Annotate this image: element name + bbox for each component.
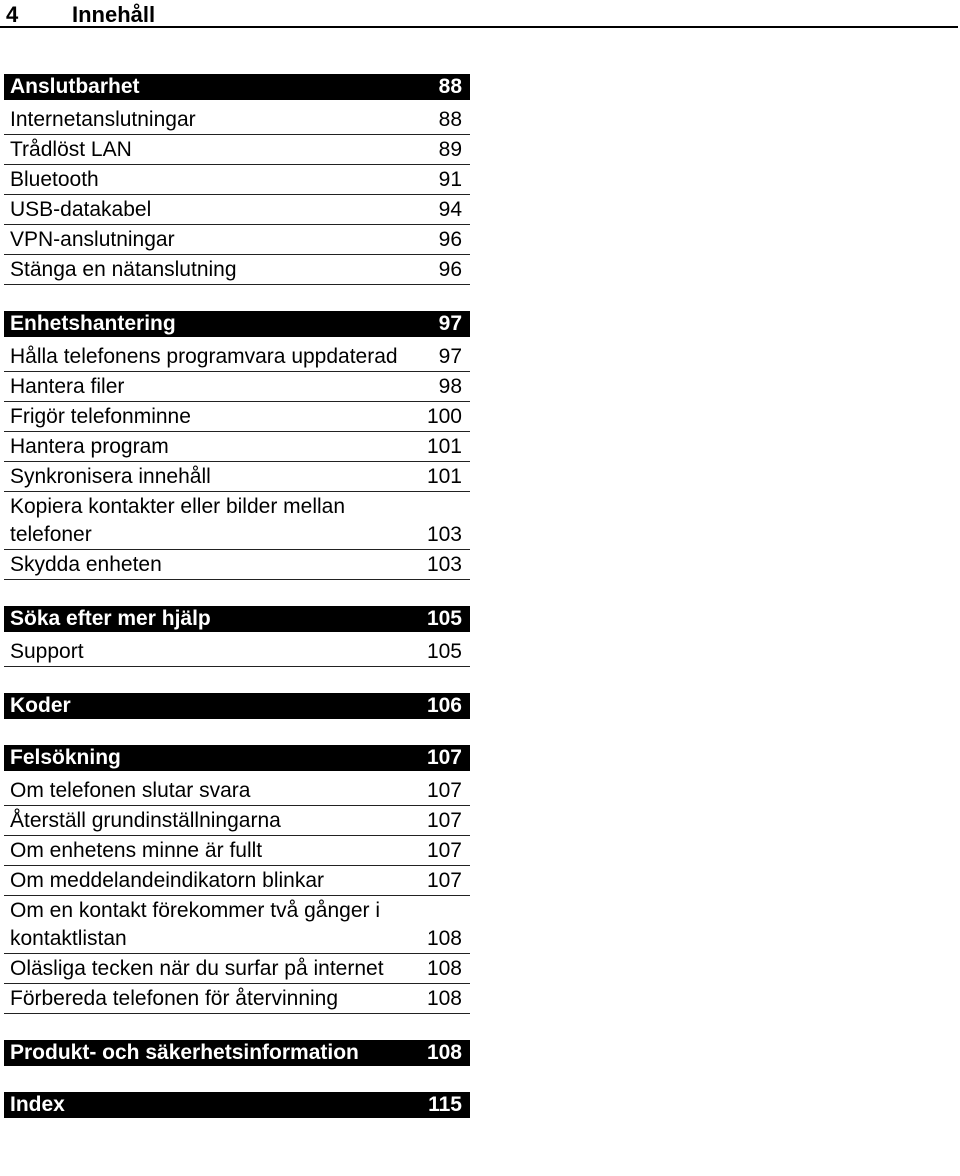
section-heading[interactable] xyxy=(4,745,470,771)
entry-page-number: 88 xyxy=(438,108,462,131)
entry-page-number: 103 xyxy=(426,523,462,546)
page-title: Innehåll xyxy=(72,2,156,27)
section-page-number: 88 xyxy=(438,75,462,98)
section-page-number: 97 xyxy=(438,312,462,335)
toc-entry[interactable] xyxy=(4,106,470,135)
entry-page-number: 89 xyxy=(438,138,462,161)
toc-entry[interactable] xyxy=(4,493,470,550)
entry-label: Återställ grundinställningarna xyxy=(10,809,281,832)
entry-label: Trådlöst LAN xyxy=(10,138,132,161)
section-page-number: 106 xyxy=(426,694,462,717)
toc-entry[interactable] xyxy=(4,463,470,492)
section-page-number: 105 xyxy=(426,607,462,630)
entry-page-number: 108 xyxy=(426,987,462,1010)
toc-entry[interactable] xyxy=(4,196,470,225)
entry-label: Frigör telefonminne xyxy=(10,405,191,428)
entry-page-number: 108 xyxy=(426,957,462,980)
toc-entry[interactable] xyxy=(4,373,470,402)
section-title: Söka efter mer hjälp xyxy=(10,607,211,630)
toc-entry[interactable] xyxy=(4,256,470,285)
entry-label: Internetanslutningar xyxy=(10,108,196,131)
entry-label: Stänga en nätanslutning xyxy=(10,258,237,281)
section-title: Enhetshantering xyxy=(10,312,176,335)
entry-label: Skydda enheten xyxy=(10,553,162,576)
section-heading[interactable] xyxy=(4,74,470,100)
entry-label: Synkronisera innehåll xyxy=(10,465,211,488)
toc-entry[interactable] xyxy=(4,433,470,462)
entry-page-number: 105 xyxy=(426,640,462,663)
toc-entry[interactable] xyxy=(4,551,470,580)
toc-entry[interactable] xyxy=(4,837,470,866)
section-heading[interactable] xyxy=(4,1040,470,1066)
section-heading[interactable] xyxy=(4,311,470,337)
entry-page-number: 96 xyxy=(438,258,462,281)
section-title: Felsökning xyxy=(10,746,121,769)
entry-page-number: 98 xyxy=(438,375,462,398)
section-page-number: 108 xyxy=(426,1041,462,1064)
entry-label: Support xyxy=(10,640,84,663)
section-page-number: 107 xyxy=(426,746,462,769)
entry-page-number: 97 xyxy=(438,345,462,368)
toc-section xyxy=(4,1092,470,1118)
section-heading[interactable] xyxy=(4,606,470,632)
section-title: Produkt- och säkerhetsinformation xyxy=(10,1041,359,1064)
entry-label: Kopiera kontakter eller bilder mellan telefoner xyxy=(10,495,346,546)
toc-section xyxy=(4,745,470,1014)
toc-entry[interactable] xyxy=(4,897,470,954)
entry-label: Om en kontakt förekommer två gånger i kontaktlistan xyxy=(10,899,380,950)
entry-page-number: 107 xyxy=(426,809,462,832)
entry-label: Om meddelandeindikatorn blinkar xyxy=(10,869,325,892)
chapter-number: 4 xyxy=(6,2,19,27)
page-header xyxy=(0,0,958,28)
entry-label: Oläsliga tecken när du surfar på internet xyxy=(10,957,384,980)
toc-section xyxy=(4,1040,470,1066)
entry-page-number: 91 xyxy=(438,168,462,191)
toc-entry[interactable] xyxy=(4,807,470,836)
toc-entry[interactable] xyxy=(4,136,470,165)
entry-page-number: 103 xyxy=(426,553,462,576)
entry-label: Om telefonen slutar svara xyxy=(10,779,251,802)
entry-label: Hantera filer xyxy=(10,375,125,398)
entry-page-number: 101 xyxy=(426,435,462,458)
toc-entry[interactable] xyxy=(4,777,470,806)
entry-label: Hantera program xyxy=(10,435,169,458)
entry-page-number: 107 xyxy=(426,869,462,892)
section-heading[interactable] xyxy=(4,1092,470,1118)
toc-section xyxy=(4,74,470,285)
section-title: Koder xyxy=(10,694,71,717)
entry-page-number: 101 xyxy=(426,465,462,488)
toc-entry[interactable] xyxy=(4,638,470,667)
toc-entry[interactable] xyxy=(4,985,470,1014)
toc-entry[interactable] xyxy=(4,403,470,432)
entry-page-number: 108 xyxy=(426,927,462,950)
table-of-contents xyxy=(4,74,470,1144)
entry-label: Hålla telefonens programvara uppdaterad xyxy=(10,345,398,368)
toc-entry[interactable] xyxy=(4,226,470,255)
section-page-number: 115 xyxy=(428,1093,462,1116)
toc-section xyxy=(4,311,470,580)
entry-label: Bluetooth xyxy=(10,168,99,191)
toc-entry[interactable] xyxy=(4,867,470,896)
toc-entry[interactable] xyxy=(4,955,470,984)
section-title: Index xyxy=(10,1093,65,1116)
entry-label: VPN-anslutningar xyxy=(10,228,175,251)
entry-page-number: 94 xyxy=(438,198,462,221)
section-heading[interactable] xyxy=(4,693,470,719)
toc-section xyxy=(4,693,470,719)
entry-label: USB-datakabel xyxy=(10,198,152,221)
entry-page-number: 100 xyxy=(426,405,462,428)
entry-page-number: 96 xyxy=(438,228,462,251)
entry-label: Förbereda telefonen för återvinning xyxy=(10,987,339,1010)
toc-section xyxy=(4,606,470,667)
entry-page-number: 107 xyxy=(426,839,462,862)
entry-page-number: 107 xyxy=(426,779,462,802)
toc-entry[interactable] xyxy=(4,166,470,195)
toc-entry[interactable] xyxy=(4,343,470,372)
entry-label: Om enhetens minne är fullt xyxy=(10,839,263,862)
section-title: Anslutbarhet xyxy=(10,75,140,98)
